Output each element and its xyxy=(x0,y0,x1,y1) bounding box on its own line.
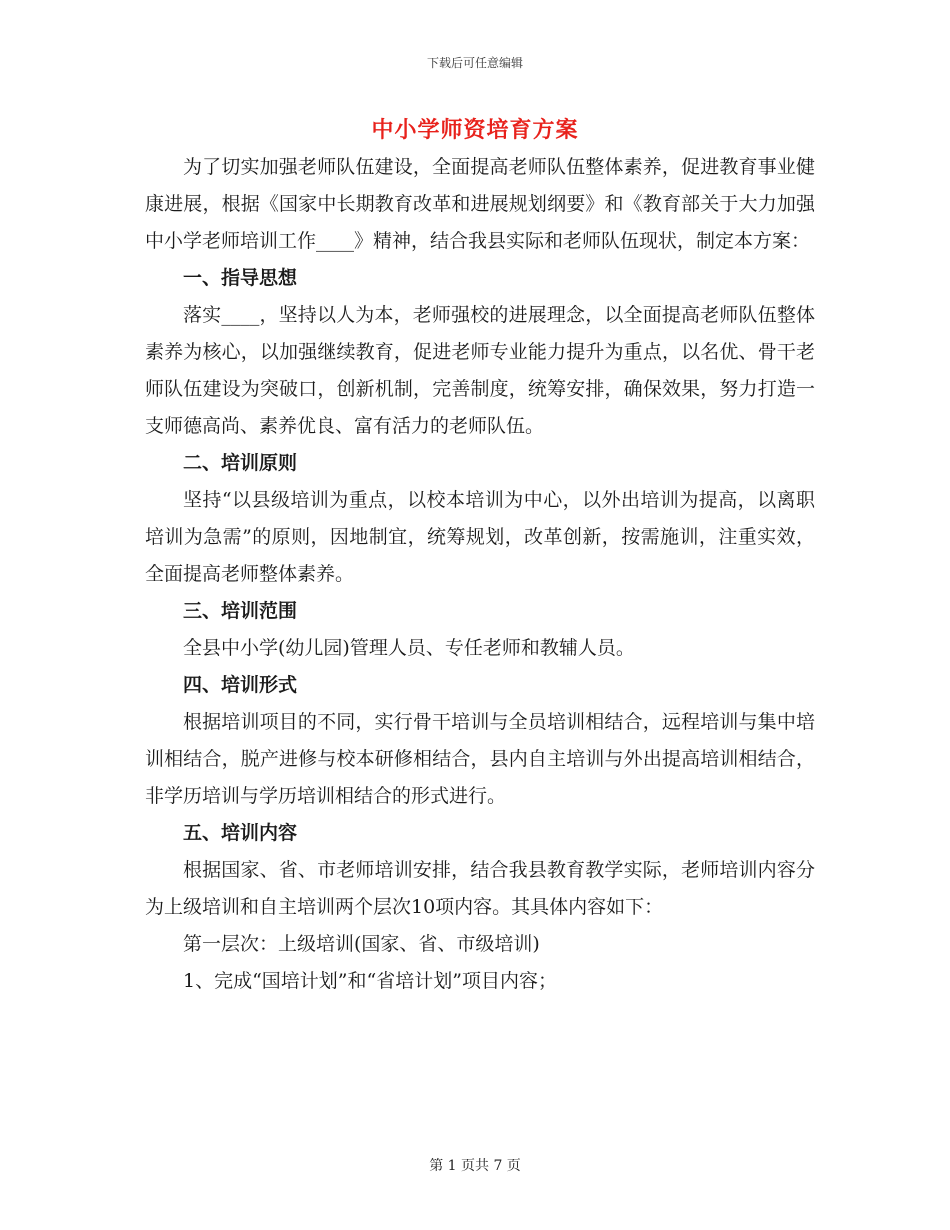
section-heading-guiding-ideology: 一、指导思想 xyxy=(183,267,298,289)
paragraph-first-level: 第一层次：上级培训(国家、省、市级培训) xyxy=(183,933,540,955)
list-item-1: 1、完成“国培计划”和“省培计划”项目内容； xyxy=(183,970,557,992)
document-body xyxy=(145,149,815,1000)
section-heading-training-format: 四、培训形式 xyxy=(183,674,298,696)
intro-paragraph: 为了切实加强老师队伍建设，全面提高老师队伍整体素养，促进教育事业健康进展，根据《国家中长期教育改革和进展规划纲要》和《教育部关于大力加强中小学老师培训工作____》精神，结合我县实际和老师队伍现状，制定本方案： xyxy=(145,156,815,252)
paragraph-training-principles: 坚持“以县级培训为重点，以校本培训为中心，以外出培训为提高，以离职培训为急需”的原则，因地制宜，统筹规划，改革创新，按需施训，注重实效，全面提高老师整体素养。 xyxy=(145,489,815,585)
section-heading-training-content: 五、培训内容 xyxy=(183,822,298,844)
section-heading-training-principles: 二、培训原则 xyxy=(183,452,298,474)
paragraph-training-scope: 全县中小学(幼儿园)管理人员、专任老师和教辅人员。 xyxy=(183,637,635,659)
section-heading-training-scope: 三、培训范围 xyxy=(183,600,298,622)
paragraph-guiding-ideology: 落实____，坚持以人为本，老师强校的进展理念，以全面提高老师队伍整体素养为核心，以加强继续教育，促进老师专业能力提升为重点，以名优、骨干老师队伍建设为突破口，创新机制，完善制度，统筹安排，确保效果，努力打造一支师德高尚、素养优良、富有活力的老师队伍。 xyxy=(145,304,815,437)
paragraph-training-format: 根据培训项目的不同，实行骨干培训与全员培训相结合，远程培训与集中培训相结合，脱产进修与校本研修相结合，县内自主培训与外出提高培训相结合，非学历培训与学历培训相结合的形式进行。 xyxy=(145,711,815,807)
page-header-note: 下载后可任意编辑 xyxy=(426,56,523,70)
paragraph-training-content: 根据国家、省、市老师培训安排，结合我县教育教学实际，老师培训内容分为上级培训和自主培训两个层次10项内容。其具体内容如下： xyxy=(145,859,815,918)
document-title: 中小学师资培育方案 xyxy=(371,117,579,143)
page-number-footer: 第 1 页共 7 页 xyxy=(429,1158,521,1174)
